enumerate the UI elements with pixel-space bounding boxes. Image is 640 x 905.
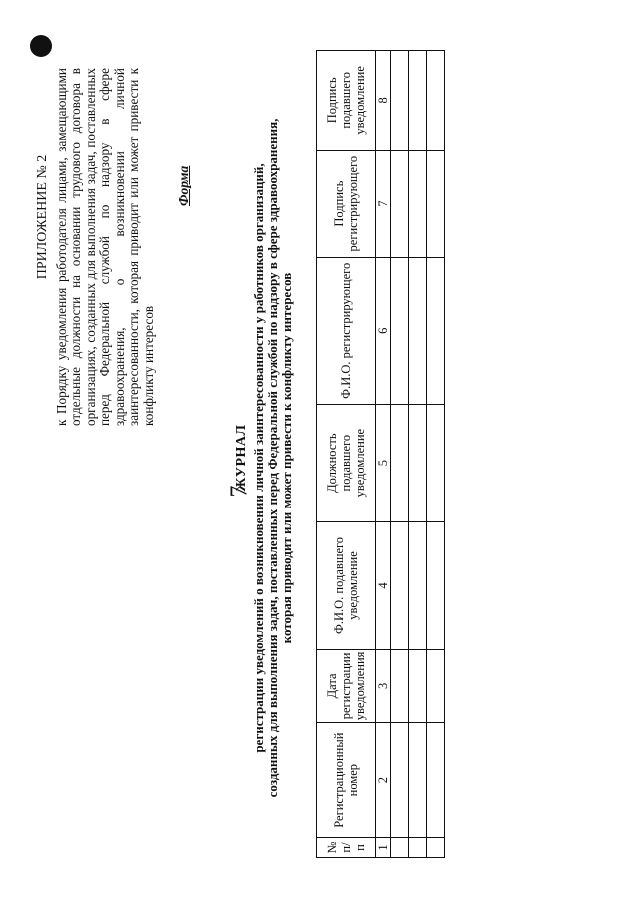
appendix-block bbox=[36, 68, 156, 426]
table-cell bbox=[391, 257, 409, 404]
column-number: 3 bbox=[376, 649, 391, 723]
table-cell bbox=[409, 522, 427, 649]
table-header-row bbox=[317, 51, 376, 858]
table-cell bbox=[391, 649, 409, 723]
table-cell bbox=[409, 723, 427, 838]
table-cell bbox=[427, 649, 445, 723]
header-cell: Подпись подавшего уведомление bbox=[317, 51, 376, 151]
journal-subtitle-line-2: созданных для выполнения задач, поставленных перед Федеральной службой по надзору в сфере здравоохранения, bbox=[265, 118, 280, 798]
journal-table bbox=[316, 50, 445, 858]
column-number: 1 bbox=[376, 838, 391, 858]
column-number: 4 bbox=[376, 522, 391, 649]
column-number: 5 bbox=[376, 404, 391, 521]
table-cell bbox=[427, 51, 445, 151]
table-cell bbox=[409, 257, 427, 404]
appendix-number: ПРИЛОЖЕНИЕ № 2 bbox=[35, 154, 50, 280]
table-cell bbox=[409, 404, 427, 521]
header-cell: Ф.И.О. подавшего уведомление bbox=[317, 522, 376, 649]
page-mark: 7 bbox=[226, 485, 253, 498]
table-cell bbox=[409, 51, 427, 151]
table-cell bbox=[409, 838, 427, 858]
journal-subtitle-line-3: которая приводит или может привести к конфликту интересов bbox=[279, 272, 294, 644]
table-cell bbox=[427, 522, 445, 649]
header-cell: Дата регистрации уведомления bbox=[317, 649, 376, 723]
rotated-page bbox=[24, 18, 584, 878]
header-cell: Подпись регистрирующего bbox=[317, 150, 376, 257]
table-cell bbox=[391, 522, 409, 649]
table-cell bbox=[427, 723, 445, 838]
column-number: 6 bbox=[376, 257, 391, 404]
table-row bbox=[427, 51, 445, 858]
table-row bbox=[391, 51, 409, 858]
column-number-row bbox=[376, 51, 391, 858]
table-cell bbox=[391, 838, 409, 858]
journal-title: ЖУРНАЛ bbox=[234, 424, 249, 492]
table-cell bbox=[391, 723, 409, 838]
header-cell: Регистрационный номер bbox=[317, 723, 376, 838]
table-cell bbox=[427, 838, 445, 858]
column-number: 8 bbox=[376, 51, 391, 151]
header-cell: Должность подавшего уведомление bbox=[317, 404, 376, 521]
table-cell bbox=[391, 150, 409, 257]
column-number: 7 bbox=[376, 150, 391, 257]
header-cell: № п/п bbox=[317, 838, 376, 858]
journal-subtitle-line-1: регистрации уведомлений о возникновении личной заинтересованности у работников организаций, bbox=[251, 163, 266, 753]
table-cell bbox=[427, 257, 445, 404]
table-cell bbox=[409, 150, 427, 257]
table-cell bbox=[427, 150, 445, 257]
table-cell bbox=[391, 51, 409, 151]
appendix-text: к Порядку уведомления работодателя лицами, замещающими отдельные должности на основании трудового договора в организациях, созданных для выполнения задач, поставленных перед Федеральной службой по надзору в сфере здравоохранения, о возникновении личной заинтересованности, которая приводит или может привести к конфликту интересов bbox=[53, 68, 156, 426]
table-cell bbox=[391, 404, 409, 521]
table-row bbox=[409, 51, 427, 858]
column-number: 2 bbox=[376, 723, 391, 838]
table-cell bbox=[427, 404, 445, 521]
header-cell: Ф.И.О. регистрирующего bbox=[317, 257, 376, 404]
form-label: Форма bbox=[176, 165, 191, 206]
journal-title-block bbox=[234, 78, 294, 838]
table-cell bbox=[409, 649, 427, 723]
